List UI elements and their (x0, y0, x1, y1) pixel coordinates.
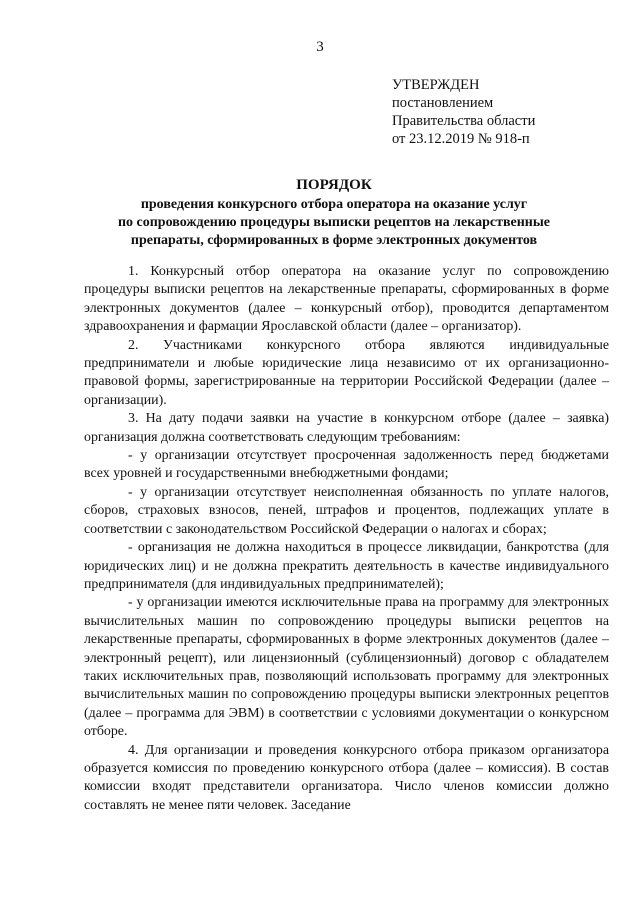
paragraph-1: 1. Конкурсный отбор оператора на оказание услуг по сопровождению процедуры выписки рецептов на лекарственные препараты, сформированных в форме электронных документов (далее – конкурсный отбор), проводится департаментом здравоохранения и фармации Ярославской области (далее – организатор). (84, 264, 609, 335)
document-body (84, 263, 609, 815)
subtitle-line-1: проведения конкурсного отбора оператора на оказание услуг (140, 197, 528, 212)
approval-line-4: от 23.12.2019 № 918-п (392, 131, 530, 147)
requirement-item-2: - у организации отсутствует неисполненная обязанность по уплате налогов, сборов, страховых взносов, пеней, штрафов и процентов, подлежащих уплате в соответствии с законодательством Российской Федерации о налогах и сборах; (84, 484, 609, 537)
requirement-item-3: - организация не должна находиться в процессе ликвидации, банкротства (для юридических лиц) и не должна прекратить деятельность в качестве индивидуального предпринимателя (для индивидуальных предпринимателей); (84, 540, 609, 592)
requirement-item-4: - у организации имеются исключительные права на программу для электронных вычислительных машин по сопровождению процедуры выписки рецептов на лекарственные препараты, сформированных в форме электронных документов (далее – электронный рецепт), или лицензионный (сублицензионный) договор с обладателем таких исключительных прав, позволяющий использовать программу для электронных вычислительных машин по сопровождению процедуры выписки электронных рецептов (далее – программа для ЭВМ) в соответствии с условиями документации о конкурсном отборе. (84, 595, 609, 740)
approval-line-1: УТВЕРЖДЕН (392, 77, 480, 93)
paragraph-2: 2. Участниками конкурсного отбора являются индивидуальные предприниматели и любые юридические лица независимо от их организационно-правовой формы, зарегистрированные на территории Российской Федерации (далее – организации). (84, 337, 609, 408)
approval-line-3: Правительства области (392, 113, 536, 129)
subtitle-line-2: по сопровождению процедуры выписки рецептов на лекарственные (117, 215, 551, 230)
approval-stamp (392, 76, 535, 148)
document-title (84, 176, 584, 250)
title-subtitle (84, 196, 584, 250)
paragraph-3: 3. На дату подачи заявки на участие в конкурсном отборе (далее – заявка) организация должна соответствовать следующим требованиям: (84, 411, 609, 445)
subtitle-line-3: препараты, сформированных в форме электронных документов (130, 233, 538, 248)
page-number: 3 (316, 39, 324, 55)
title-main: ПОРЯДОК (296, 177, 372, 193)
requirement-item-1: - у организации отсутствует просроченная задолженность перед бюджетами всех уровней и государственными внебюджетными фондами; (84, 448, 609, 482)
approval-line-2: постановлением (392, 95, 494, 111)
paragraph-4: 4. Для организации и проведения конкурсного отбора приказом организатора образуется комиссия по проведению конкурсного отбора (далее – комиссия). В состав комиссии входят представители организатора. Число членов комиссии должно составлять не менее пяти человек. Заседание (84, 742, 609, 813)
